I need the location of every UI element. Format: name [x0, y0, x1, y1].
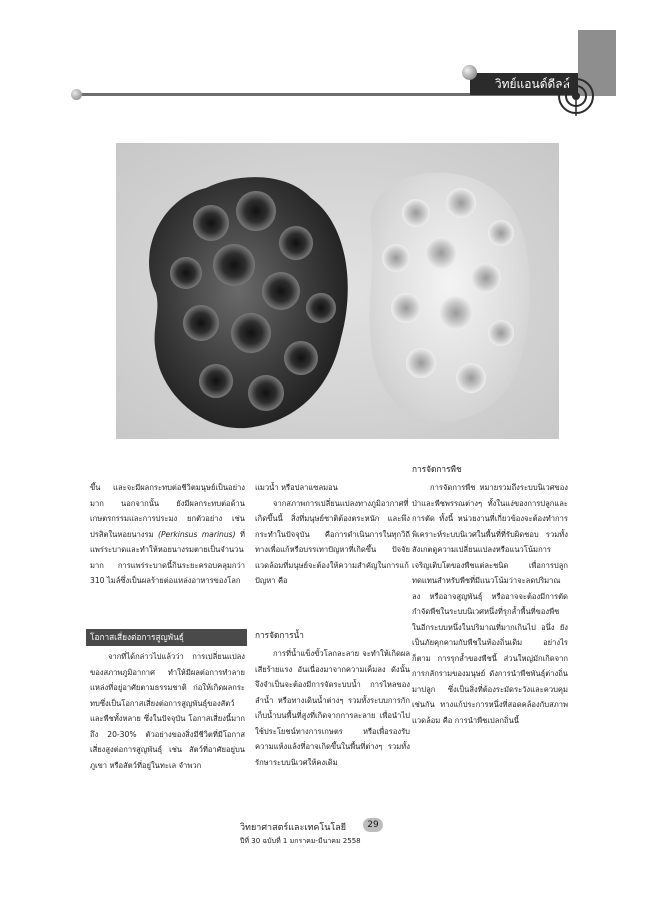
coral-photo: [116, 143, 559, 439]
col2-paragraph-2: จากสภาพการเปลี่ยนแปลงทางภูมิอากาศที่เกิดขึ้นนี้ สิ่งที่มนุษย์ชาติต้องตระหนัก และพึงกระทำในปัจจุบัน คือการดำเนินการในทุกวิถีทางเพื่อแก้หรือบรรเทาปัญหาที่เกิดขึ้น ปัจจัยแวดล้อมที่มนุษย์จะต้องให้ความสำคัญในการแก้ปัญหา คือ: [255, 498, 410, 585]
header-dot-right: [462, 65, 477, 80]
col1-p1-italic: (Perkinsus marinus): [158, 529, 236, 539]
header-dot-left: [71, 89, 82, 100]
col1-p1-end: ที่แพร่ระบาดและทำให้หอยนางรมตายเป็นจำนวนมาก การแพร่ระบาดนี้กินระยะครอบคลุมกว่า 310 ไมล์ซึ่งเป็นผลร้ายต่อแหล่งอาหารของโลก: [90, 529, 245, 585]
section-heading-bar: โอกาสเสี่ยงต่อการสูญพันธุ์: [86, 629, 247, 646]
col2-paragraph-3: การที่น้ำแข็งขั้วโลกละลาย จะทำให้เกิดผลเสียร้ายแรง อันเนื่องมาจากความเค็มลง ดังนั้น จึงจำเป็นจะต้องมีการจัดระบบน้ำ การไหลของลำน้ำ หรือทางเดินน้ำต่างๆ รวมทั้งระบบการกักเก็บน้ำบนพื้นที่สูงที่เกิดจากการละลาย เพื่อนำไปใช้ประโยชน์ทางการเกษตร หรือเพื่อรองรับความแห้งแล้งที่อาจเกิดขึ้นในพื้นที่ต่างๆ รวมทั้งรักษาระบบนิเวศให้คงเดิม: [255, 649, 410, 767]
col1-paragraph-2: จากที่ได้กล่าวไปแล้วว่า การเปลี่ยนแปลงของสภาพภูมิอากาศ ทำให้มีผลต่อการทำลายแหล่งที่อยู่อาศัยตามธรรมชาติ ก่อให้เกิดผลกระทบซึ่งเป็นโอกาสเสี่ยงต่อการสูญพันธุ์ของสัตว์และพืชทั้งหลาย ซึ่งในปัจจุบัน โอกาสเสี่ยงนี้มากถึง 20-30% ตัวอย่างของสิ่งมีชีวิตที่มีโอกาสเสี่ยงสูงต่อการสูญพันธุ์ เช่น สัตว์ที่อาศัยอยู่บนภูเขา หรือสัตว์ที่อยู่ในทะเล จำพวก: [90, 652, 245, 770]
coral-illustration: [116, 143, 559, 439]
column-2: [255, 480, 410, 589]
section-title: วิทย์แอนด์ดีลล์: [494, 77, 570, 91]
col3-paragraph-1: การจัดการพืช หมายรวมถึงระบบนิเวศของป่าและพืชพรรณต่างๆ ทั้งในแง่ของการปลูกและการตัด ทั้งนี้ หน่วยงานที่เกี่ยวข้องจะต้องทำการพิเคราะห์ระบบนิเวศในพื้นที่ที่รับผิดชอบ รวมทั้งสังเกตดูความเปลี่ยนแปลงหรือแนวโน้มการเจริญเติบโตของพืชแต่ละชนิด เพื่อการปลูกทดแทนสำหรับพืชที่มีแนวโน้มว่าจะลดปริมาณลง หรืออาจสูญพันธุ์ หรืออาจจะต้องมีการตัด กำจัดพืชในระบบนิเวศหนึ่งที่รุกล้ำพื้นที่ของพืชในอีกระบบหนึ่งในปริมาณที่มากเกินไป อนึ่ง ยังเป็นภัยคุกคามกับพืชในท้องถิ่นเดิม อย่างไรก็ตาม การรุกล้ำของพืชนี้ ส่วนใหญ่มักเกิดจากการกลักรามของมนุษย์ ดังการนำพืชพันธุ์ต่างถิ่นมาปลูก ซึ่งเป็นสิ่งที่ต้องระมัดระวังและควบคุมเช่นกัน ทางแก้ประการหนึ่งที่สอดคล้องกับสภาพแวดล้อม คือ การนำพืชเปลกถิ่นนี้: [412, 483, 568, 725]
col2-paragraph-1: แมวน้ำ หรือปลาแซลมอน: [255, 483, 338, 492]
col1-paragraph-1: [90, 480, 245, 589]
footer-issue-info: ปีที่ 30 ฉบับที่ 1 มกราคม-มีนาคม 2558: [240, 837, 361, 845]
col3-heading: การจัดการพืช: [412, 464, 462, 474]
footer-magazine-title: วิทยาศาสตร์และเทคโนโลยี: [240, 823, 347, 833]
col2-heading: การจัดการน้ำ: [255, 630, 304, 640]
col1-p1-text: ขึ้น และจะมีผลกระทบต่อชีวิตมนุษย์เป็นอย่างมาก นอกจากนั้น ยังมีผลกระทบต่อด้านเกษตรกรรมและการประมง ยกตัวอย่าง เช่น ปรสิตในหอยนางรม: [90, 483, 245, 539]
target-icon: [556, 76, 596, 116]
page-number: 29: [363, 818, 383, 832]
column-1: [90, 480, 245, 589]
